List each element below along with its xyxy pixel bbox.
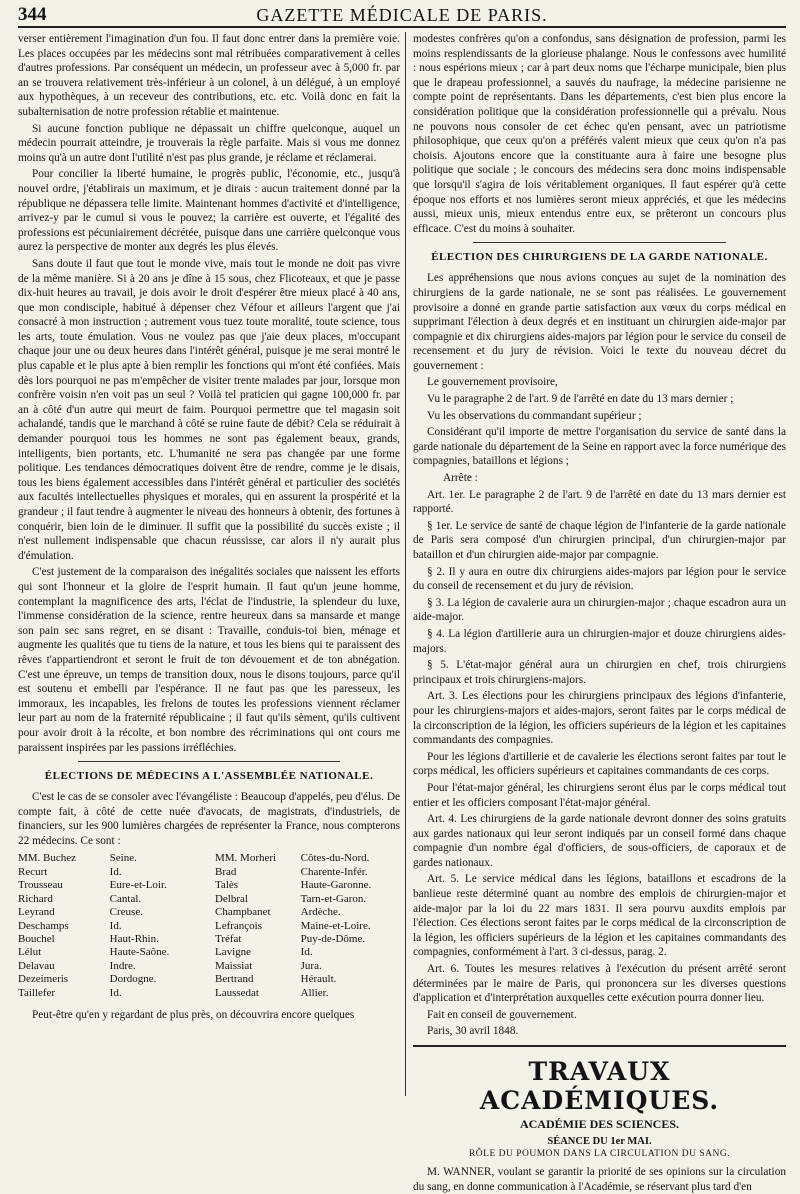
separator-rule bbox=[473, 242, 726, 243]
page-body bbox=[18, 32, 786, 1193]
member-department: Eure-et-Loir. bbox=[109, 879, 167, 892]
right-column bbox=[413, 32, 786, 1193]
paragraph: Peut-être qu'en y regardant de plus près, on découvrira encore quelques bbox=[32, 1008, 355, 1021]
member-name: Bertrand bbox=[214, 973, 254, 986]
paragraph: C'est le cas de se consoler avec l'évangéliste : Beaucoup d'appelés, peu d'élus. De compte fait, à côté de cette nuée d'avocats, de magistrats, d'industriels, de financiers, sur les 900 lumières chargées de représenter la France, nous compterons 22 médecins. Ce sont : bbox=[18, 791, 400, 847]
member-name: Champbanet bbox=[214, 906, 271, 919]
member-department: Ardèche. bbox=[300, 906, 341, 919]
member-department: Côtes-du-Nord. bbox=[300, 852, 370, 865]
member-name: Maissiat bbox=[214, 959, 253, 972]
member-name: MM. Morheri bbox=[214, 852, 277, 865]
member-name: Richard bbox=[18, 892, 53, 905]
member-department: Id. bbox=[300, 946, 313, 959]
member-name: Brad bbox=[214, 865, 237, 878]
decree-line: Pour les légions d'artillerie et de cavalerie les élections seront faites par tout le corps médical, les officiers supérieurs et capitaines commandants de ces corps. bbox=[413, 750, 786, 778]
paragraph: Les appréhensions que nous avions conçues au sujet de la nomination des chirurgiens de la garde nationale, ne se sont pas réalisées. Le gouvernement provisoire a donné en grande partie satisfaction aux vœux du corps médical en supprimant l'élection à deux degrés et en instituant un chirurgien aide-major par compagnie et dix chirurgiens aides-majors par légion pour le service du conseil de recensement et du jury de révision. Voici le texte du nouveau décret du gouvernement : bbox=[413, 272, 786, 372]
decree-line: Art. 4. Les chirurgiens de la garde nationale devront donner des soins gratuits aux gardes nationaux qui leur seront indiqués par un conseil formé dans chaque compagnie d'un nombre égal d'officiers, de sous-officiers, de caporaux et de gardes nationaux. bbox=[413, 813, 786, 869]
decree-line: § 1er. Le service de santé de chaque légion de l'infanterie de la garde nationale de Paris sera composé d'un chirurgien principal, d'un chirurgien-major par bataillon et d'un chirurgien aide-major par compagnie. bbox=[413, 519, 786, 561]
member-department: Haut-Rhin. bbox=[109, 932, 159, 945]
member-name: Trousseau bbox=[18, 879, 63, 892]
column-divider bbox=[405, 32, 406, 1096]
article-title: RÔLE DU POUMON DANS LA CIRCULATION DU SANG. bbox=[468, 1149, 731, 1159]
member-name: Talès bbox=[214, 879, 239, 892]
member-name: Tréfat bbox=[214, 932, 242, 945]
member-name: Leyrand bbox=[18, 906, 55, 919]
decree-date: Paris, 30 avril 1848. bbox=[427, 1025, 519, 1038]
members-table bbox=[18, 852, 400, 999]
page-number: 344 bbox=[18, 4, 47, 25]
table-row bbox=[18, 866, 400, 879]
member-name: Lefrançois bbox=[214, 919, 263, 932]
member-department: Cantal. bbox=[109, 892, 142, 905]
member-name: Deschamps bbox=[18, 919, 69, 932]
table-row bbox=[18, 973, 400, 986]
decree-line: Pour l'état-major général, les chirurgiens seront élus par le corps médical tout entier et les officiers composant l'état-major général. bbox=[413, 781, 786, 809]
member-department: Id. bbox=[109, 919, 122, 932]
table-row bbox=[18, 920, 400, 933]
member-name: Bouchel bbox=[18, 932, 55, 945]
decree-line: § 3. La légion de cavalerie aura un chirurgien-major ; chaque escadron aura un aide-major. bbox=[413, 596, 786, 624]
member-department: Haute-Garonne. bbox=[300, 879, 372, 892]
member-name: Lavigne bbox=[214, 946, 252, 959]
separator-rule bbox=[78, 761, 340, 762]
table-row bbox=[18, 987, 400, 1000]
decree-line: Vu les observations du commandant supérieur ; bbox=[427, 409, 642, 422]
paragraph: Sans doute il faut que tout le monde vive, mais tout le monde ne doit pas vivre de la même manière. Si à 20 ans je dîne à 15 sous, chez Flicoteaux, et que je passe dix-huit heures au travail, je dois avoir le droit d'espérer être mieux placé à 40 ans, que mon condisciple, habitué à dépenser chez Véfour et ailleurs l'argent que j'ai consacré à mon instruction ; autrement vous tuez toute moralité, toute science, tous les arts, toute émulation. Vous ne voulez pas que j'aie deux places, m'occupant chaque jour une ou deux heures dans l'intérêt général, puisque je me serai montré le plus capable et le plus apte à bien remplir les fonctions qui m'ont été confiées. Mais dès lors pourquoi ne pas m'empêcher de visiter trente malades par jour, lorsque mon confrère voisin n'en voit pas un seul ? Voilà tel praticien qui gagne 100,000 fr. par an à côté d'un autre qui meurt de faim. Pourquoi permettre que tel magasin soit achalandé, tandis que le marchand à côté se ruine faute de débit? Cela se réduirait à demander pourquoi tous les hommes ne sont pas également beaux, grands, intelligents, bien portants, etc. L'humanité ne sera pas changée par une forme politique. Les tendances démocratiques doivent être de rendre, comme je le disais, tous les biens également accessibles dans l'intérêt général et particulier des sociétés aux facultés intellectuelles physiques et morales, qui en assurent la prospérité et la grandeur ; il faut tendre à augmenter le niveau des honneurs à obtenir, des fortunes à conquérir, bien loin de le diminuer. Il suffit que la possibilité du succès existe ; il n'est nullement indispensable que chacun réussisse, car alors il n'y aurait plus d'émulation. bbox=[18, 257, 400, 562]
decree-line: § 4. La légion d'artillerie aura un chirurgien-major et douze chirurgiens aides-majors. bbox=[413, 627, 786, 655]
member-name: Recurt bbox=[18, 865, 48, 878]
session-title: SÉANCE DU 1er MAI. bbox=[547, 1136, 652, 1147]
decree-line: § 2. Il y aura en outre dix chirurgiens aides-majors par légion pour le service du conseil de recensement et du jury de révision. bbox=[413, 565, 786, 593]
paragraph: Pour concilier la liberté humaine, le progrès public, l'économie, etc., jusqu'à nouvel ordre, j'établirais un maximum, et je dirais : aucun traitement donné par la république ne dépassera telle limite. Maintenant hommes d'activité et d'intelligence, arrivez-y par le cumul si vous le pouvez; la carrière est ouverte, et l'égalité des professions est pécuniairement décrétée, puisque dans une carrière quelconque vous aurez la perspective de monter aux degrés les plus élevés. bbox=[18, 168, 400, 254]
decree-line: Arrête : bbox=[443, 472, 478, 485]
page-header bbox=[18, 4, 786, 28]
section-banner: TRAVAUX ACADÉMIQUES. bbox=[479, 1057, 720, 1115]
paragraph: M. WANNER, voulant se garantir la priorité de ses opinions sur la circulation du sang, en donne communication à l'Académie, se réservant plus tard d'en bbox=[413, 1166, 786, 1193]
member-name: Delbral bbox=[214, 892, 248, 905]
subsection-title: ACADÉMIE DES SCIENCES. bbox=[519, 1117, 680, 1131]
section-title: ÉLECTIONS DE MÉDECINS A L'ASSEMBLÉE NATIONALE. bbox=[44, 770, 374, 783]
member-name: Laussedat bbox=[214, 986, 259, 999]
separator-rule bbox=[413, 1045, 786, 1047]
left-column bbox=[18, 32, 400, 1096]
decree-line: § 5. L'état-major général aura un chirurgien en chef, trois chirurgiens principaux et trois chirurgiens-majors. bbox=[413, 659, 786, 686]
member-department: Jura. bbox=[300, 959, 322, 972]
member-name: Dezeimeris bbox=[18, 973, 69, 986]
paragraph: Si aucune fonction publique ne dépassait un chiffre quelconque, auquel un médecin pourrait atteindre, je trouverais la règle parfaite. Mais si vous me donnez moins qu'à un autre dont l'utilité n'est pas plus grande, je réclame et réclamerai. bbox=[18, 122, 400, 164]
table-row bbox=[18, 933, 400, 946]
member-department: Dordogne. bbox=[109, 973, 157, 986]
paragraph: modestes confrères qu'on a confondus, sans désignation de profession, parmi les moins resplendissants de la glorieuse phalange. Nous le confessons avec humilité : nous espérions mieux ; car à part deux noms que l'écharpe municipale, bien plus que le drapeau professionnel, a sauvés du naufrage, la médecine parisienne ne compte point de représentants. Dans les départements, c'est bien plus encore la considération politique que la considération professionnelle qui a prévalu. Nous ne pouvons nous consoler de cet échec qu'en pensant, avec un patriotisme philosophique, que ceux qu'on a préférés valent mieux que ceux qu'on n'a pas choisis. Ajoutons encore que la constituante aura à faire une besogne plus politique que sociale ; le concours des médecins sera donc moins indispensable que lorsqu'il s'agira de lois véritablement organiques. Il faut espérer qu'à cette époque nos efforts et nos lumières seront mieux appréciés, et que les médecins aussi, mieux unis, mieux entendus entre eux, se prêteront un concours plus efficace. C'est du moins à souhaiter. bbox=[413, 33, 786, 235]
member-department: Id. bbox=[109, 986, 122, 999]
decree-line: Art. 6. Toutes les mesures relatives à l'exécution du présent arrêté seront déterminées par le maire de Paris, qui prononcera sur les diverses questions d'application et d'interprétation auxquelles cette exécution pourra donner lieu. bbox=[413, 963, 786, 1005]
paragraph: verser entièrement l'imagination d'un fou. Il faut donc entrer dans la première voie. Les places occupées par les médecins sont mal rétribuées comparativement à celles d'autres professions. Par conséquent un médecin, un professeur avec à 5,000 fr. par an se trouvera relativement très-inférieur à un colonel, à un délégué, à un employé aux hypothèques, à un receveur des contributions, etc. etc. Voilà donc en fait la subalternisation de notre profession rétablie et maintenue. bbox=[18, 33, 400, 118]
decree-line: Vu le paragraphe 2 de l'art. 9 de l'arrêté en date du 13 mars dernier ; bbox=[427, 393, 734, 406]
paragraph: C'est justement de la comparaison des inégalités sociales que naissent les efforts qui sont l'honneur et la gloire de l'esprit humain. Il faut qu'un jeune homme, contemplant la magnificence des arts, l'éclat de l'industrie, la splendeur du luxe, l'immense considération de la science, rentre heureux dans sa mansarde et mange son pain sec sans regret, en se disant : Travaille, conduis-toi bien, ménage et augmente les qualités que tu tiens de la nature, et tous les biens qui te paraissent des rêves t'appartiendront et seront le fruit de ton dévouement et de ton abnégation. C'est une épreuve, un temps de transition doux, nous le disons toujours, parce qu'il est soutenu et embelli par l'espérance. Il ne faut pas que les paresseux, les immoraux, les incapables, les frelons de toutes les professions viennent réclamer leur part au nom de la fraternité républicaine ; il faut qu'ils sèment, qu'ils cultivent pour avoir droit à la récolte, et bon nombre des récriminations qui ont cours me paraissent inspirées par les passions irréfléchies. bbox=[18, 566, 400, 754]
decree-line: Art. 1er. Le paragraphe 2 de l'art. 9 de l'arrêté en date du 13 mars dernier est rapporté. bbox=[413, 488, 786, 516]
member-name: Taillefer bbox=[18, 986, 56, 999]
decree-line: Art. 3. Les élections pour les chirurgiens principaux des légions d'infanterie, pour les chirurgiens-majors et aides-majors, seront faites par le corps médical de la circonscription de la légion, les officiers supérieurs de la légion et les capitaines commandants des compagnies. bbox=[413, 690, 786, 747]
table-row bbox=[18, 852, 400, 865]
member-department: Creuse. bbox=[109, 906, 143, 919]
decree-line: Considérant qu'il importe de mettre l'organisation du service de santé dans la garde nationale du département de la Seine en rapport avec la force numérique des compagnies, bataillons et légions ; bbox=[413, 426, 786, 468]
member-department: Puy-de-Dôme. bbox=[300, 932, 366, 945]
member-department: Indre. bbox=[109, 959, 136, 972]
journal-title: GAZETTE MÉDICALE DE PARIS. bbox=[256, 5, 548, 25]
table-row bbox=[18, 946, 400, 959]
member-name: MM. Buchez bbox=[18, 852, 77, 865]
table-row bbox=[18, 893, 400, 906]
member-department: Id. bbox=[109, 865, 122, 878]
decree-line: Le gouvernement provisoire, bbox=[427, 376, 558, 389]
table-row bbox=[18, 960, 400, 973]
table-row bbox=[18, 906, 400, 919]
member-department: Haute-Saône. bbox=[109, 946, 170, 959]
member-department: Tarn-et-Garon. bbox=[300, 892, 367, 905]
member-department: Allier. bbox=[300, 986, 329, 999]
member-department: Charente-Infér. bbox=[300, 865, 368, 878]
section-title: ÉLECTION DES CHIRURGIENS DE LA GARDE NATIONALE. bbox=[431, 251, 768, 264]
decree-line: Art. 5. Le service médical dans les légions, bataillons et escadrons de la banlieue reste déterminé quant au nombre des emplois de chirurgien-major et aide-major par la loi du 22 mars 1831. Il sera pourvu auxdits emplois par l'élection. Ces élections seront faites par le corps médical de la circonscription de la légion, les officiers supérieurs de la légion et les capitaines commandants des compagnies, conformément à l'art. 3 ci-dessus, parag. 2. bbox=[413, 873, 786, 959]
member-department: Maine-et-Loire. bbox=[300, 919, 371, 932]
member-department: Hérault. bbox=[300, 973, 337, 986]
decree-line: Fait en conseil de gouvernement. bbox=[427, 1008, 577, 1021]
member-name: Lélut bbox=[18, 946, 42, 959]
member-name: Delavau bbox=[18, 959, 55, 972]
table-row bbox=[18, 879, 400, 892]
member-department: Seine. bbox=[109, 852, 137, 865]
